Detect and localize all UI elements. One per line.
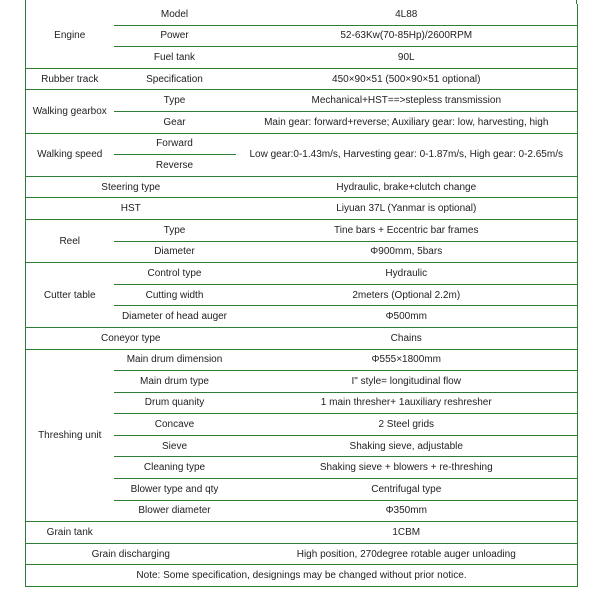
table-row [26,90,578,112]
value-cell: Centrifugal type [236,479,578,501]
param-cell: Diameter [114,241,236,263]
group-label-rubber-track: Rubber track [26,68,114,90]
value-cell: Φ900mm, 5bars [236,241,578,263]
value-cell: Shaking sieve, adjustable [236,435,578,457]
value-cell: Hydraulic, brake+clutch change [236,176,578,198]
param-cell: Control type [114,263,236,285]
table-row [26,4,578,25]
value-cell: Hydraulic [236,263,578,285]
table-row [26,327,578,349]
param-cell: Reverse [114,155,236,177]
table-row [26,133,578,155]
group-label-reel: Reel [26,219,114,262]
value-cell: 4L88 [236,4,578,25]
param-cell: Fuel tank [114,47,236,69]
table-row [26,176,578,198]
value-cell: 450×90×51 (500×90×51 optional) [236,68,578,90]
param-cell: Gear [114,111,236,133]
value-cell: I" style= longitudinal flow [236,371,578,393]
param-cell: Drum quanity [114,392,236,414]
label-hst: HST [26,198,236,220]
value-cell: Chains [236,327,578,349]
group-label-engine: Engine [26,4,114,68]
param-cell: Model [114,4,236,25]
label-steering-type: Steering type [26,176,236,198]
spec-table [25,4,578,587]
value-cell: 90L [236,47,578,69]
param-cell: Cleaning type [114,457,236,479]
table-row [26,565,578,587]
table-row [26,522,578,544]
value-cell: Φ350mm [236,500,578,522]
param-cell: Power [114,25,236,47]
param-cell: Diameter of head auger [114,306,236,328]
table-row [26,198,578,220]
value-cell: Main gear: forward+reverse; Auxiliary gear: low, harvesting, high [236,111,578,133]
table-row [26,263,578,285]
label-conveyor-type: Coneyor type [26,327,236,349]
value-cell: Liyuan 37L (Yanmar is optional) [236,198,578,220]
table-row [26,219,578,241]
param-cell: Main drum type [114,371,236,393]
group-label-walking-speed [26,133,114,176]
param-cell: Concave [114,414,236,436]
param-cell: Main drum dimension [114,349,236,371]
label-grain-tank: Grain tank [26,522,114,544]
group-label-cutter-table: Cutter table [26,263,114,328]
spec-table-container [25,4,577,587]
value-cell: Shaking sieve + blowers + re-threshing [236,457,578,479]
label-grain-discharging: Grain discharging [26,543,236,565]
empty-cell [114,522,236,544]
param-cell: Blower type and qty [114,479,236,501]
value-cell: 2meters (Optional 2.2m) [236,284,578,306]
group-label-walking-gearbox: Walking gearbox [26,90,114,133]
value-cell: Φ555×1800mm [236,349,578,371]
value-cell: High position, 270degree rotable auger unloading [236,543,578,565]
param-cell: Type [114,219,236,241]
param-cell: Specification [114,68,236,90]
value-cell: 1 main thresher+ 1auxiliary reshresher [236,392,578,414]
param-cell: Sieve [114,435,236,457]
walking-speed-label: Walking speed [37,149,103,161]
value-cell: 2 Steel grids [236,414,578,436]
table-row [26,68,578,90]
note-text: Note: Some specification, designings may be changed without prior notice. [26,565,578,587]
value-cell: Φ500mm [236,306,578,328]
value-cell: 52-63Kw(70-85Hp)/2600RPM [236,25,578,47]
param-cell: Type [114,90,236,112]
value-cell: Mechanical+HST==>stepless transmission [236,90,578,112]
group-label-threshing-unit: Threshing unit [26,349,114,522]
value-cell: 1CBM [236,522,578,544]
param-cell: Forward [114,133,236,155]
param-cell: Blower diameter [114,500,236,522]
table-row [26,543,578,565]
value-cell: Tine bars + Eccentric bar frames [236,219,578,241]
value-cell: Low gear:0-1.43m/s, Harvesting gear: 0-1.87m/s, High gear: 0-2.65m/s [236,133,578,176]
param-cell: Cutting width [114,284,236,306]
table-row [26,349,578,371]
